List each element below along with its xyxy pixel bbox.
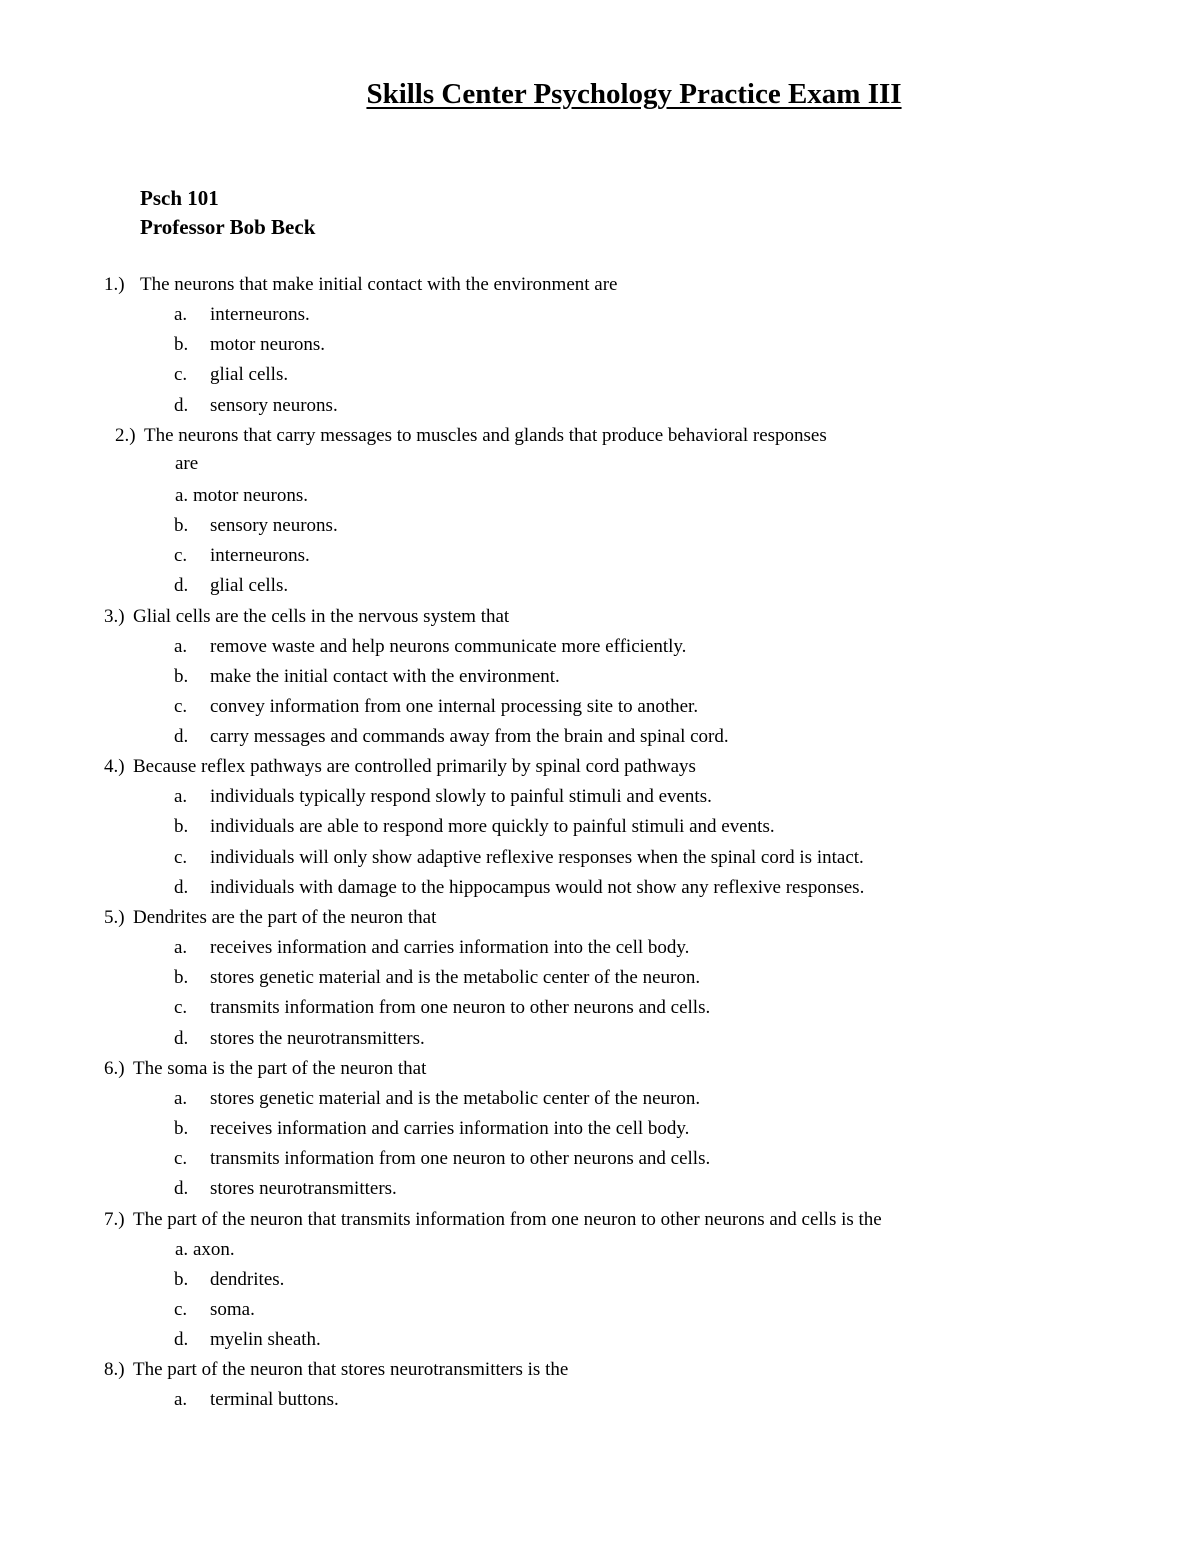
- question-text-continued: are: [175, 452, 199, 474]
- page-title: Skills Center Psychology Practice Exam III: [366, 78, 902, 110]
- question-stem: [0, 1355, 1200, 1385]
- option-letter: b.: [174, 967, 189, 989]
- option-letter: a.: [174, 635, 188, 657]
- option-text: sensory neurons.: [210, 514, 338, 536]
- answer-option: [0, 722, 1200, 752]
- answer-option: [0, 1084, 1200, 1114]
- option-letter: a.: [174, 304, 188, 325]
- option-text: convey information from one internal processing site to another.: [210, 695, 699, 717]
- option-letter: d.: [174, 575, 189, 597]
- option-text: stores neurotransmitters.: [210, 1178, 397, 1200]
- question-6: [0, 1054, 1200, 1205]
- option-text: interneurons.: [210, 304, 310, 325]
- option-text: motor neurons.: [192, 484, 308, 506]
- option-letter: d.: [174, 1027, 189, 1049]
- option-text: stores genetic material and is the metabolic center of the neuron.: [210, 1087, 701, 1109]
- question-text: Dendrites are the part of the neuron that: [133, 907, 437, 928]
- option-letter: c.: [174, 695, 188, 717]
- option-letter: d.: [174, 876, 189, 898]
- option-letter: a.: [175, 484, 189, 506]
- answer-option: [0, 330, 1200, 360]
- option-text: individuals typically respond slowly to painful stimuli and events.: [210, 786, 712, 808]
- option-letter: d.: [174, 1178, 189, 1200]
- option-letter: c.: [174, 997, 188, 1019]
- answer-option: [0, 662, 1200, 692]
- option-letter: a.: [174, 937, 188, 958]
- option-letter: d.: [174, 726, 189, 748]
- option-letter: d.: [174, 394, 189, 416]
- option-text: dendrites.: [210, 1268, 285, 1290]
- question-stem: [0, 1054, 1200, 1084]
- answer-option: [0, 511, 1200, 541]
- question-stem: [0, 903, 1200, 933]
- option-text: glial cells.: [210, 364, 289, 386]
- answer-option: [0, 1144, 1200, 1174]
- option-text: interneurons.: [210, 545, 310, 567]
- question-5: [0, 903, 1200, 1054]
- answer-option: [0, 993, 1200, 1023]
- question-stem: [0, 1205, 1200, 1235]
- question-text: The soma is the part of the neuron that: [133, 1057, 427, 1079]
- answer-option: [0, 1024, 1200, 1054]
- option-text: stores genetic material and is the metabolic center of the neuron.: [210, 967, 701, 989]
- option-letter: a.: [175, 1238, 189, 1260]
- question-number: 4.): [104, 756, 125, 778]
- answer-option: [0, 843, 1200, 873]
- answer-option: [0, 873, 1200, 903]
- option-text: transmits information from one neuron to other neurons and cells.: [210, 997, 711, 1019]
- question-stem: [0, 602, 1200, 632]
- option-text: glial cells.: [210, 575, 289, 597]
- question-number: 7.): [104, 1208, 125, 1230]
- answer-option: [0, 963, 1200, 993]
- answer-option: [0, 481, 1200, 511]
- option-letter: a.: [174, 786, 188, 808]
- question-stem: [0, 270, 1200, 300]
- option-letter: b.: [174, 816, 189, 838]
- question-stem: [0, 752, 1200, 782]
- option-letter: c.: [174, 846, 188, 868]
- answer-option: [0, 933, 1200, 963]
- option-text: sensory neurons.: [210, 394, 338, 416]
- option-text: myelin sheath.: [210, 1329, 321, 1351]
- question-1: [0, 270, 1200, 421]
- question-3: [0, 602, 1200, 753]
- option-text: transmits information from one neuron to other neurons and cells.: [210, 1148, 711, 1170]
- question-number: 1.): [104, 274, 125, 295]
- answer-option: [0, 1295, 1200, 1325]
- answer-option: [0, 541, 1200, 571]
- option-letter: a.: [174, 1389, 188, 1411]
- question-number: 8.): [104, 1359, 125, 1381]
- answer-option: [0, 300, 1200, 330]
- question-number: 2.): [115, 424, 136, 446]
- question-number: 3.): [104, 605, 125, 627]
- answer-option: [0, 391, 1200, 421]
- course-code: Psch 101: [140, 186, 219, 210]
- question-list: [0, 270, 1200, 1415]
- question-stem: [0, 421, 1200, 451]
- option-letter: c.: [174, 1148, 188, 1170]
- answer-option: [0, 1325, 1200, 1355]
- question-2: [0, 421, 1200, 602]
- question-text: The part of the neuron that transmits information from one neuron to other neurons and cells is the: [133, 1208, 882, 1230]
- option-text: individuals with damage to the hippocampus would not show any reflexive responses.: [210, 876, 865, 898]
- question-7: [0, 1205, 1200, 1356]
- question-number: 6.): [104, 1057, 125, 1079]
- option-text: individuals are able to respond more quickly to painful stimuli and events.: [210, 816, 775, 838]
- option-text: remove waste and help neurons communicate more efficiently.: [210, 635, 687, 657]
- option-letter: b.: [174, 665, 189, 687]
- answer-option: [0, 782, 1200, 812]
- answer-option: [0, 1114, 1200, 1144]
- option-letter: b.: [174, 1117, 189, 1139]
- question-4: [0, 752, 1200, 903]
- option-letter: b.: [174, 514, 189, 536]
- option-letter: c.: [174, 545, 188, 567]
- option-text: motor neurons.: [210, 334, 326, 356]
- option-text: individuals will only show adaptive reflexive responses when the spinal cord is intact.: [210, 846, 864, 868]
- professor-name: Professor Bob Beck: [140, 215, 316, 239]
- answer-option: [0, 1385, 1200, 1415]
- question-8: [0, 1355, 1200, 1415]
- option-letter: d.: [174, 1329, 189, 1351]
- question-text: The neurons that carry messages to muscles and glands that produce behavioral responses: [144, 424, 827, 446]
- answer-option: [0, 1265, 1200, 1295]
- option-letter: c.: [174, 364, 188, 386]
- question-number: 5.): [104, 907, 125, 928]
- option-letter: a.: [174, 1087, 188, 1109]
- option-text: soma.: [210, 1298, 255, 1320]
- question-text: Because reflex pathways are controlled primarily by spinal cord pathways: [133, 756, 696, 778]
- question-text: The part of the neuron that stores neurotransmitters is the: [133, 1359, 569, 1381]
- option-letter: b.: [174, 334, 189, 356]
- answer-option: [0, 571, 1200, 601]
- question-text: The neurons that make initial contact with the environment are: [140, 274, 618, 295]
- answer-option: [0, 812, 1200, 842]
- option-text: terminal buttons.: [210, 1389, 339, 1411]
- option-text: receives information and carries information into the cell body.: [210, 937, 690, 958]
- answer-option: [0, 692, 1200, 722]
- option-text: axon.: [192, 1238, 235, 1260]
- question-text: Glial cells are the cells in the nervous system that: [133, 605, 510, 627]
- answer-option: [0, 1235, 1200, 1265]
- answer-option: [0, 1174, 1200, 1204]
- option-letter: b.: [174, 1268, 189, 1290]
- option-text: carry messages and commands away from the brain and spinal cord.: [210, 726, 729, 748]
- option-text: receives information and carries information into the cell body.: [210, 1117, 690, 1139]
- option-letter: c.: [174, 1298, 188, 1320]
- option-text: make the initial contact with the environment.: [210, 665, 560, 687]
- answer-option: [0, 632, 1200, 662]
- option-text: stores the neurotransmitters.: [210, 1027, 425, 1049]
- answer-option: [0, 360, 1200, 390]
